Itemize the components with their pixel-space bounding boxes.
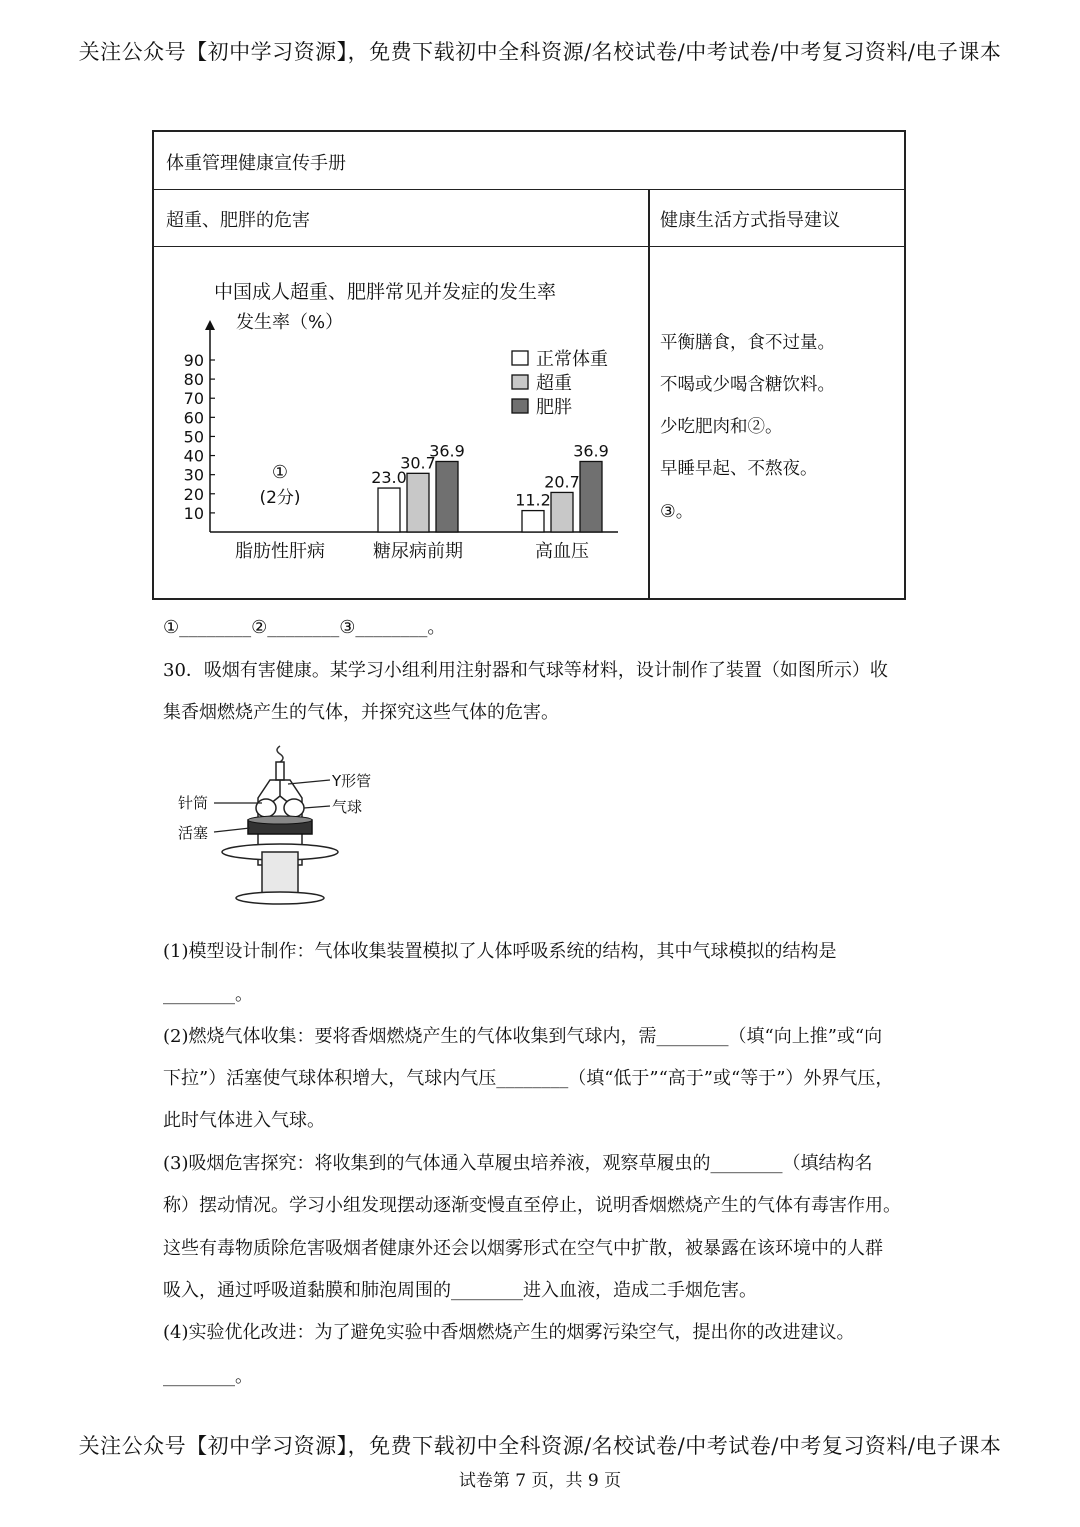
q30-line: (3)吸烟危害探究：将收集到的气体通入草履虫培养液，观察草履虫的________（填结构名 xyxy=(163,1153,873,1174)
column-divider xyxy=(648,189,650,598)
plunger-rod xyxy=(262,852,298,898)
q30-line: 吸入，通过呼吸道黏膜和肺泡周围的________进入血液，造成二手烟危害。 xyxy=(163,1280,757,1301)
category-label: 糖尿病前期 xyxy=(373,541,463,562)
y-tick-label: 60 xyxy=(183,408,204,428)
column-left-header: 超重、肥胖的危害 xyxy=(166,210,310,231)
legend-swatch xyxy=(512,375,528,389)
table-header-row xyxy=(154,189,904,247)
q30-line: (4)实验优化改进：为了避免实验中香烟燃烧产生的烟雾污染空气，提出你的改进建议。 xyxy=(163,1322,855,1343)
category-label: 高血压 xyxy=(535,541,589,562)
label-balloon: 气球 xyxy=(332,798,363,816)
y-tick-label: 80 xyxy=(183,370,204,390)
category-label: 脂肪性肝病 xyxy=(235,541,325,562)
y-tick-label: 90 xyxy=(183,351,204,370)
syringe-balloon-apparatus xyxy=(170,740,390,910)
q30-line: (1)模型设计制作：气体收集装置模拟了人体呼吸系统的结构，其中气球模拟的结构是 xyxy=(163,941,837,962)
q30-line: 称）摆动情况。学习小组发现摆动逐渐变慢直至停止，说明香烟燃烧产生的气体有毒害作用。 xyxy=(163,1195,901,1216)
y-axis-label: 发生率（%） xyxy=(236,312,344,333)
smoke-curl xyxy=(277,746,283,762)
y-tick-label: 20 xyxy=(183,484,204,504)
plunger-end xyxy=(236,892,324,904)
leader-line xyxy=(214,828,250,832)
legend-swatch xyxy=(512,399,528,413)
y-tube xyxy=(270,780,290,804)
bar-超重 xyxy=(551,492,573,532)
y-tick-label: 30 xyxy=(183,465,204,485)
piston-top xyxy=(248,816,312,824)
data-label: 30.7 xyxy=(400,453,436,473)
advice-item: 平衡膳食，食不过量。 xyxy=(660,333,835,353)
balloon-left xyxy=(256,799,276,817)
legend-swatch xyxy=(512,351,528,365)
q30-line: 此时气体进入气球。 xyxy=(163,1110,325,1131)
q30-line: 下拉”）活塞使气球体积增大，气球内气压________（填“低于”“高于”或“等于”）外界气压， xyxy=(163,1068,894,1089)
data-label: 36.9 xyxy=(573,441,609,461)
table-title-row xyxy=(154,132,904,190)
y-tick-label: 70 xyxy=(183,389,204,409)
legend-label: 正常体重 xyxy=(536,349,608,370)
bar-超重 xyxy=(407,473,429,532)
data-label: 36.9 xyxy=(429,441,465,461)
q30-line: ________。 xyxy=(163,984,253,1005)
bar-肥胖 xyxy=(436,461,458,532)
y-tick-label: 10 xyxy=(183,503,204,523)
label-barrel: 针筒 xyxy=(178,794,209,812)
label-piston: 活塞 xyxy=(178,824,209,842)
leader-line xyxy=(304,806,330,808)
advice-item: 少吃肥肉和②。 xyxy=(660,417,783,437)
balloon-right xyxy=(284,799,304,817)
y-axis-arrow xyxy=(205,320,215,330)
advice-item: 不喝或少喝含糖饮料。 xyxy=(660,375,835,395)
y-tick-label: 50 xyxy=(183,427,204,447)
cigarette xyxy=(276,762,284,780)
page-footer: 试卷第 7 页，共 9 页 xyxy=(458,1471,622,1491)
chart-title: 中国成人超重、肥胖常见并发症的发生率 xyxy=(214,281,557,303)
advice-item: ③。 xyxy=(660,502,694,522)
complication-rate-chart xyxy=(170,268,640,578)
data-label: 11.2 xyxy=(515,490,551,510)
answer-blanks-line: ①________②________③________。 xyxy=(163,617,446,638)
bar-肥胖 xyxy=(580,461,602,532)
question-30-stem: 30．吸烟有害健康。某学习小组利用注射器和气球等材料，设计制作了装置（如图所示）收 xyxy=(163,660,888,681)
legend-label: 超重 xyxy=(536,373,572,394)
legend-label: 肥胖 xyxy=(536,397,572,418)
q30-line: (2)燃烧气体收集：要将香烟燃烧产生的气体收集到气球内，需________（填“向上推”或“向 xyxy=(163,1026,883,1047)
data-label: 20.7 xyxy=(544,472,580,492)
y-tick-label: 40 xyxy=(183,446,204,466)
q30-line: ________。 xyxy=(163,1366,253,1387)
bottom-banner: 关注公众号【初中学习资源】，免费下载初中全科资源/名校试卷/中考试卷/中考复习资料/电子课本 xyxy=(78,1434,1002,1458)
table-title: 体重管理健康宣传手册 xyxy=(166,153,346,174)
question-30-stem-cont: 集香烟燃烧产生的气体，并探究这些气体的危害。 xyxy=(163,702,559,723)
blank-1-label: ① xyxy=(271,462,289,483)
advice-item: 早睡早起、不熬夜。 xyxy=(660,459,818,479)
column-right-header: 健康生活方式指导建议 xyxy=(660,210,840,231)
bar-正常体重 xyxy=(378,488,400,532)
leader-line xyxy=(288,780,330,784)
q30-line: 这些有毒物质除危害吸烟者健康外还会以烟雾形式在空气中扩散，被暴露在该环境中的人群 xyxy=(163,1238,883,1259)
blank-1-score: (2分) xyxy=(259,488,301,508)
bar-正常体重 xyxy=(522,511,544,532)
top-banner: 关注公众号【初中学习资源】，免费下载初中全科资源/名校试卷/中考试卷/中考复习资料/电子课本 xyxy=(78,40,1002,64)
label-y-tube: Y形管 xyxy=(332,772,372,790)
data-label: 23.0 xyxy=(371,468,407,488)
